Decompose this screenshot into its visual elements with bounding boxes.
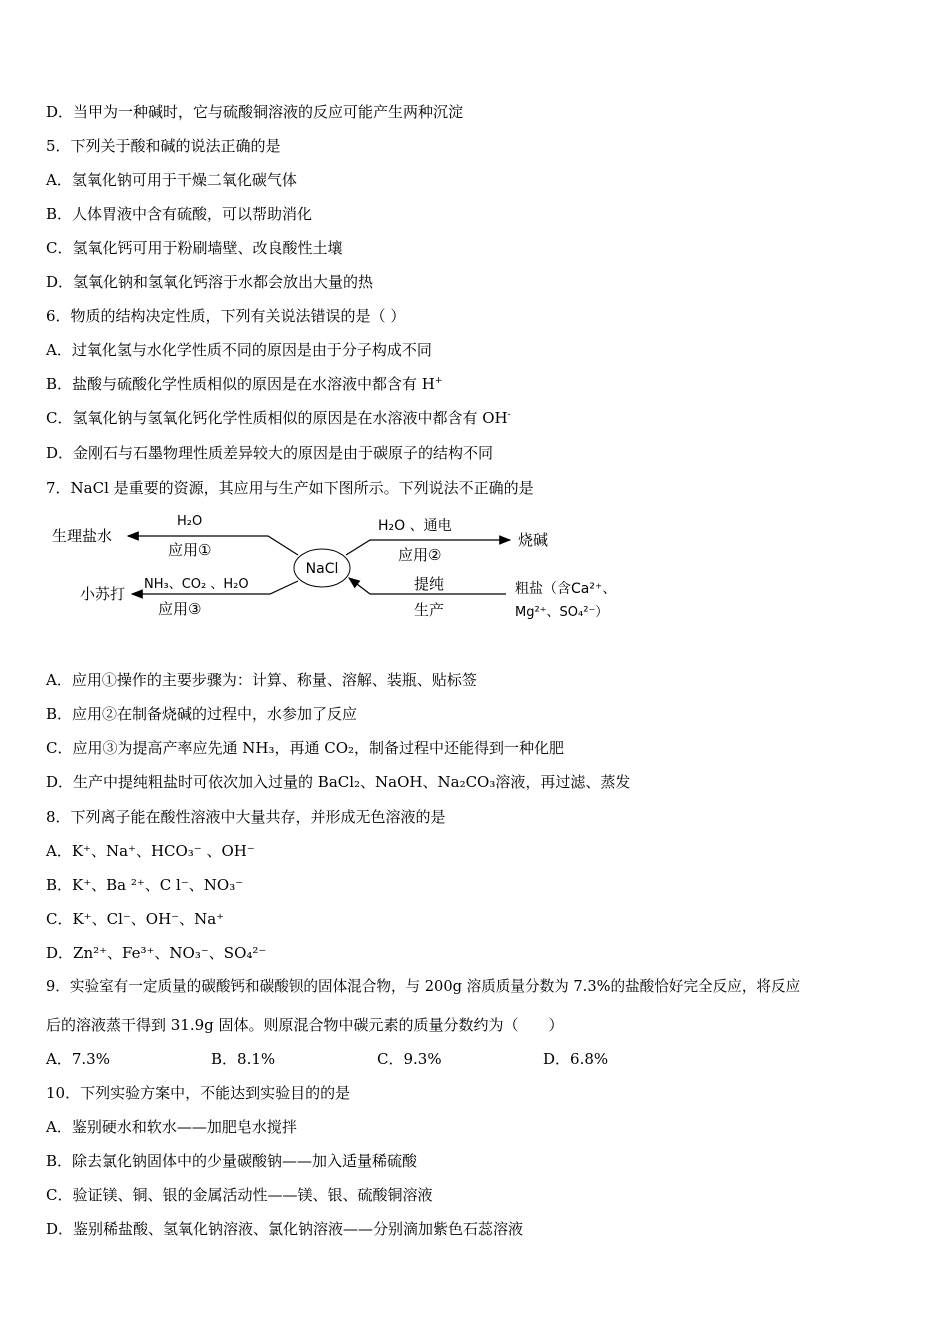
- application-2: 应用②: [398, 546, 442, 564]
- nacl-label: NaCl: [305, 561, 339, 577]
- q6-option-c-text: C．氢氧化钠与氢氧化钙化学性质相似的原因是在水溶液中都含有 OH: [46, 409, 508, 427]
- q8-stem: 8．下列离子能在酸性溶液中大量共存，并形成无色溶液的是: [46, 808, 446, 826]
- application-1: 应用①: [168, 541, 212, 559]
- q10-option-c: C．验证镁、铜、银的金属活动性——镁、银、硫酸铜溶液: [46, 1186, 433, 1204]
- q10-stem: 10．下列实验方案中，不能达到实验目的的是: [46, 1084, 351, 1102]
- q5-option-c: C．氢氧化钙可用于粉刷墙壁、改良酸性土壤: [46, 239, 343, 257]
- q6-option-c-sup: -: [507, 410, 511, 420]
- saline-reagent: H₂O: [177, 514, 203, 529]
- q9-option-c: C．9.3%: [377, 1050, 442, 1068]
- q5-option-b: B．人体胃液中含有硫酸，可以帮助消化: [46, 205, 313, 223]
- q7-option-d: D．生产中提纯粗盐时可依次加入过量的 BaCl₂、NaOH、Na₂CO₃溶液，再过滤、蒸发: [46, 773, 631, 791]
- q6-stem: 6．物质的结构决定性质，下列有关说法错误的是（ ）: [46, 307, 406, 325]
- q8-option-d: D．Zn²⁺、Fe³⁺、NO₃⁻、SO₄²⁻: [46, 944, 267, 962]
- q6-option-a: A．过氧化氢与水化学性质不同的原因是由于分子构成不同: [46, 341, 432, 359]
- q8-option-b: B．K⁺、Ba ²⁺、C l⁻、NO₃⁻: [46, 876, 244, 894]
- q10-option-d: D．鉴别稀盐酸、氢氧化钠溶液、氯化钠溶液——分别滴加紫色石蕊溶液: [46, 1220, 524, 1238]
- application-3: 应用③: [158, 600, 202, 618]
- q9-option-b: B．8.1%: [211, 1050, 276, 1068]
- baking-soda-reagent: NH₃、CO₂ 、H₂O: [144, 577, 249, 592]
- caustic-soda-reagent: H₂O 、通电: [378, 518, 452, 534]
- crude-salt-line1: 粗盐（含Ca²⁺、: [515, 581, 617, 597]
- arrow-to-saline: [128, 536, 298, 555]
- q8-option-a: A．K⁺、Na⁺、HCO₃⁻ 、OH⁻: [46, 842, 255, 860]
- q9-stem-line2: 后的溶液蒸干得到 31.9g 固体。则原混合物中碳元素的质量分数约为（ ）: [46, 1016, 564, 1034]
- q8-option-c: C．K⁺、Cl⁻、OH⁻、Na⁺: [46, 910, 225, 928]
- produce-label: 生产: [414, 601, 445, 619]
- q9-stem-line1: 9．实验室有一定质量的碳酸钙和碳酸钡的固体混合物，与 200g 溶质质量分数为 7.3%的盐酸恰好完全反应，将反应: [46, 978, 801, 995]
- q6-option-b-text: B．盐酸与硫酸化学性质相似的原因是在水溶液中都含有 H: [46, 375, 435, 393]
- q5-stem: 5．下列关于酸和碱的说法正确的是: [46, 137, 281, 155]
- q6-option-b-sup: +: [434, 376, 443, 386]
- q6-option-c: [46, 408, 511, 428]
- q7-stem: 7．NaCl 是重要的资源，其应用与生产如下图所示。下列说法不正确的是: [46, 479, 534, 497]
- q6-option-b: [46, 374, 442, 394]
- q5-option-d: D．氢氧化钠和氢氧化钙溶于水都会放出大量的热: [46, 273, 374, 291]
- q9-option-a: A．7.3%: [46, 1050, 110, 1068]
- q10-option-b: B．除去氯化钠固体中的少量碳酸钠——加入适量稀硫酸: [46, 1152, 418, 1170]
- q6-option-d: D．金刚石与石墨物理性质差异较大的原因是由于碳原子的结构不同: [46, 444, 494, 462]
- q9-option-d: D．6.8%: [543, 1050, 609, 1068]
- crude-salt-line2: Mg²⁺、SO₄²⁻）: [515, 605, 609, 620]
- q7-option-b: B．应用②在制备烧碱的过程中，水参加了反应: [46, 705, 358, 723]
- saline-product: 生理盐水: [52, 527, 113, 545]
- q4-option-d: D．当甲为一种碱时，它与硫酸铜溶液的反应可能产生两种沉淀: [46, 103, 464, 121]
- purify-label: 提纯: [414, 575, 445, 593]
- nacl-diagram: [40, 505, 660, 635]
- q5-option-a: A．氢氧化钠可用于干燥二氧化碳气体: [46, 171, 297, 189]
- q7-option-c: C．应用③为提高产率应先通 NH₃，再通 CO₂，制备过程中还能得到一种化肥: [46, 739, 565, 757]
- q10-option-a: A．鉴别硬水和软水——加肥皂水搅拌: [46, 1118, 297, 1136]
- q7-option-a: A．应用①操作的主要步骤为：计算、称量、溶解、装瓶、贴标签: [46, 671, 477, 689]
- caustic-soda-product: 烧碱: [518, 531, 549, 549]
- baking-soda-product: 小苏打: [80, 585, 126, 603]
